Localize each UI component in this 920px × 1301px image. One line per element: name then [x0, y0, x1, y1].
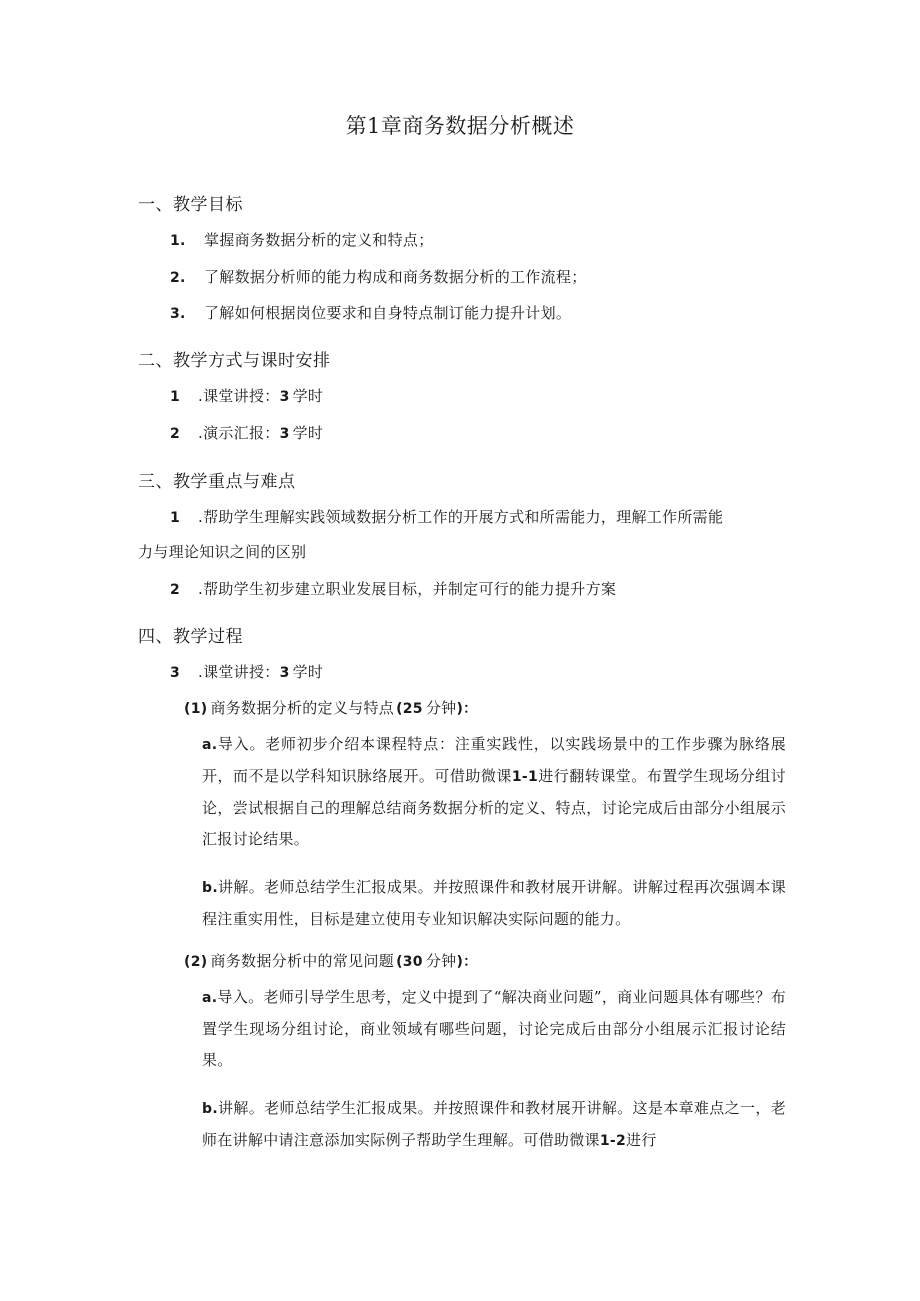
list-number: 2. [170, 270, 186, 286]
list-text: 掌握商务数据分析的定义和特点； [204, 231, 434, 249]
list-number: 3 [170, 665, 181, 681]
list-item [170, 385, 323, 406]
paragraph-text: 导入。老师初步介绍本课程特点：注重实践性，以实践场景中的工作步骤为脉络展开，而不是以学科知识脉络展开。可借助微课 [202, 735, 786, 785]
duration-unit: 分钟 [425, 699, 457, 717]
list-number: 2 [170, 426, 181, 442]
subsection-heading-common-problems [184, 950, 477, 971]
micro-lesson-code: 1-1 [511, 769, 539, 785]
list-item [170, 302, 571, 323]
list-item [170, 578, 616, 599]
section-heading-key-points: 三、教学重点与难点 [138, 472, 296, 492]
subsection-number: (1) [184, 701, 208, 717]
list-text: 了解数据分析师的能力构成和商务数据分析的工作流程； [204, 268, 587, 286]
list-item [170, 422, 323, 443]
list-text: .演示汇报： [198, 424, 280, 442]
paragraph-a-intro [202, 982, 786, 1076]
list-number: 1 [170, 510, 181, 526]
item-label: b. [202, 1101, 218, 1117]
item-label: b. [202, 880, 218, 896]
duration-unit: 分钟 [425, 952, 457, 970]
list-number: 1 [170, 389, 181, 405]
list-text: .课堂讲授： [198, 387, 280, 405]
item-label: a. [202, 737, 218, 753]
subsection-title: 商务数据分析的定义与特点 [210, 699, 395, 717]
subsection-heading-definition [184, 697, 477, 718]
paragraph-text: 进行 [626, 1131, 657, 1149]
section-heading-teaching-method: 二、教学方式与课时安排 [138, 351, 331, 371]
list-number: 3. [170, 306, 186, 322]
duration-close: )： [456, 954, 478, 970]
list-item-continuation: 力与理论知识之间的区别 [138, 543, 307, 561]
subsection-number: (2) [184, 954, 208, 970]
chapter-title: 第1章商务数据分析概述 [345, 114, 575, 138]
hours-unit: 学时 [292, 424, 324, 442]
paragraph-b-lecture [202, 1093, 786, 1157]
hours-value: 3 [279, 426, 290, 442]
list-text: 了解如何根据岗位要求和自身特点制订能力提升计划。 [204, 304, 572, 322]
paragraph-a-intro [202, 729, 786, 855]
list-text: .课堂讲授： [198, 663, 280, 681]
item-label: a. [202, 990, 218, 1006]
list-item [170, 266, 587, 287]
list-item [170, 661, 323, 682]
duration-value: (25 [396, 701, 423, 717]
duration-value: (30 [396, 954, 423, 970]
list-item [170, 506, 723, 527]
list-text: .帮助学生理解实践领域数据分析工作的开展方式和所需能力，理解工作所需能 [198, 508, 724, 526]
section-heading-teaching-process: 四、教学过程 [138, 627, 243, 647]
list-text: .帮助学生初步建立职业发展目标，并制定可行的能力提升方案 [198, 580, 617, 598]
paragraph-text: 讲解。老师总结学生汇报成果。并按照课件和教材展开讲解。讲解过程再次强调本课程注重实用性，目标是建立使用专业知识解决实际问题的能力。 [202, 878, 786, 928]
list-number: 2 [170, 582, 181, 598]
paragraph-text: 讲解。老师总结学生汇报成果。并按照课件和教材展开讲解。这是本章难点之一，老师在讲解中请注意添加实际例子帮助学生理解。可借助微课 [202, 1099, 786, 1149]
hours-value: 3 [279, 665, 290, 681]
list-number: 1. [170, 233, 186, 249]
paragraph-text: 进行翻转课堂。布置学生现场分组讨论，尝试根据自己的理解总结商务数据分析的定义、特点，讨论完成后由部分小组展示汇报讨论结果。 [202, 767, 786, 848]
hours-unit: 学时 [292, 387, 324, 405]
subsection-title: 商务数据分析中的常见问题 [210, 952, 395, 970]
hours-unit: 学时 [292, 663, 324, 681]
hours-value: 3 [279, 389, 290, 405]
duration-close: )： [456, 701, 478, 717]
paragraph-b-lecture [202, 872, 786, 935]
micro-lesson-code: 1-2 [599, 1133, 627, 1149]
list-item [170, 229, 434, 250]
section-heading-teaching-goals: 一、教学目标 [138, 195, 243, 215]
paragraph-text: 导入。老师引导学生思考，定义中提到了“解决商业问题”，商业问题具体有哪些？布置学生现场分组讨论，商业领域有哪些问题，讨论完成后由部分小组展示汇报讨论结果。 [202, 988, 786, 1069]
